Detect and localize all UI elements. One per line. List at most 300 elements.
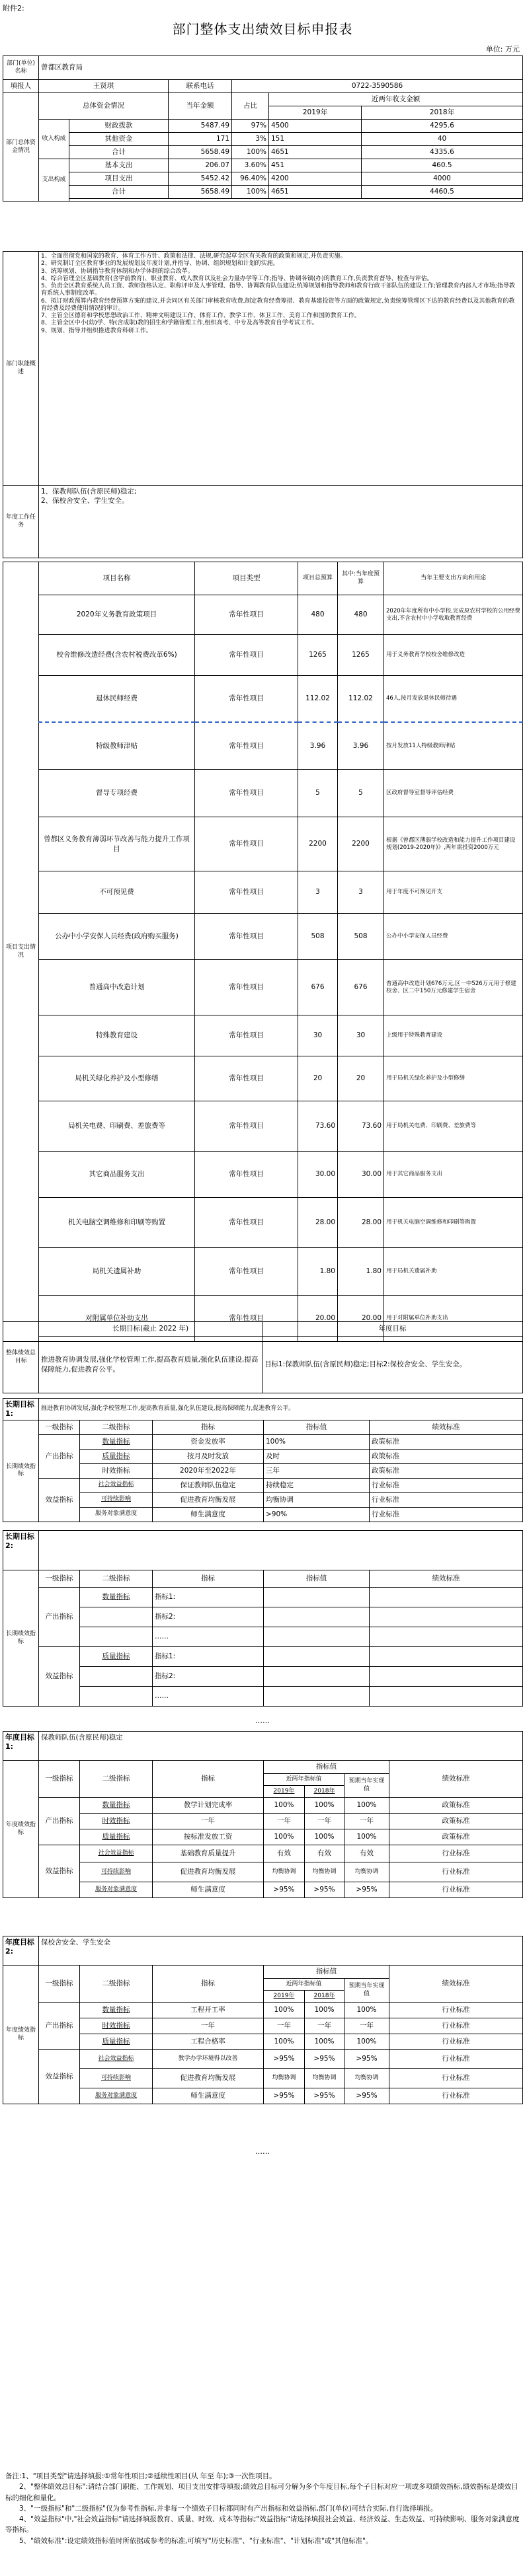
- project-type: 常年性项目: [195, 871, 298, 914]
- fund-row-current: 5452.42: [169, 172, 232, 186]
- recent-label: 近两年收支金额: [269, 93, 523, 106]
- projects-table: [3, 562, 523, 1342]
- project-name: 其它商品服务支出: [39, 1152, 195, 1198]
- project-total: 28.00: [298, 1198, 338, 1248]
- header-l2: 二级指标: [80, 1761, 153, 1798]
- fund-row-2019: 151: [269, 133, 362, 146]
- year-goal-label: 年度目标: [262, 1322, 523, 1337]
- project-header-type: 项目类型: [195, 562, 298, 595]
- duties-text: [39, 252, 523, 486]
- indicator-std: 行业标准: [370, 1507, 523, 1522]
- project-use: 2020年年度所有中小学校,完成原农村学校的公用经费支出,不含农村中小学收取教育经费: [384, 595, 523, 635]
- project-year: 28.00: [338, 1198, 384, 1248]
- project-use: 46人,按月发放退休民师待遇: [384, 676, 523, 722]
- duties-table: [3, 251, 523, 558]
- indicator-l2: 社会效益指标: [80, 1478, 153, 1492]
- header-l2: 二级指标: [80, 1570, 153, 1588]
- long-goal-text: 推进教育协调发展,强化学校管理工作,提高教育质量,强化队伍建设,提高保障能力,促进教育公平。: [39, 1337, 262, 1393]
- indicator-name: 促进教育均衡发展: [153, 1862, 264, 1882]
- indicator-std: 行业标准: [389, 1845, 523, 1862]
- fund-row-2018: 4460.5: [362, 186, 523, 199]
- project-use: 公办中小学安保人员经费: [384, 914, 523, 960]
- header-std: 绩效标准: [370, 1570, 523, 1588]
- project-year: 1.80: [338, 1248, 384, 1296]
- project-type: 常年性项目: [195, 722, 298, 770]
- indicator-2019: >95%: [264, 2088, 305, 2104]
- indicator-name: 保证教师队伍稳定: [153, 1478, 264, 1492]
- header-val: 指标值: [264, 1966, 389, 1979]
- indicator-2018: >95%: [305, 1882, 344, 1898]
- dept-value: 曾都区教育局: [39, 56, 523, 80]
- fund-row-name: 合计: [69, 146, 169, 159]
- indicator-current: 一年: [344, 2018, 389, 2034]
- indicator-std: 行业标准: [389, 2003, 523, 2018]
- indicator-l2: 可持续影响: [80, 2069, 153, 2088]
- project-year: 2200: [338, 817, 384, 871]
- val-sub-2018: 2018年: [305, 1991, 344, 2003]
- header-ind: 指标: [153, 1420, 264, 1434]
- year-goal-1-label: 年度目标1:: [3, 1732, 39, 1761]
- indicator-name: ……: [153, 1687, 264, 1707]
- project-header-total: 项目总预算: [298, 562, 338, 595]
- val-sub-2019: 2019年: [264, 1991, 305, 2003]
- indicator-l1: 产出指标: [39, 1434, 80, 1478]
- indicator-std: 行业标准: [389, 2050, 523, 2069]
- val-sub-recent: 近两年指标值: [264, 1979, 344, 1991]
- indicator-name: 指标1:: [153, 1647, 264, 1667]
- project-year: 676: [338, 960, 384, 1015]
- duty-line: 5、负责全区教育系统人员工资、教师资格认定、职称评审及人事管理、指导、协调教育队伍建设;统筹规划和指导教师和教育行政干部队伍的建设工作;管理教育内部人才市场;指导教育系统人事制度改革。: [41, 283, 515, 297]
- project-header-year: 其中:当年度预算: [338, 562, 384, 595]
- year-goal-1-table: [3, 1731, 523, 1898]
- indicator-2018: 均衡协调: [305, 2069, 344, 2088]
- indicator-l2: 数量指标: [80, 2003, 153, 2018]
- project-year: 508: [338, 914, 384, 960]
- indicator-current: 100%: [344, 2034, 389, 2050]
- project-total: 30: [298, 1015, 338, 1056]
- indicator-2019: 100%: [264, 1798, 305, 1814]
- project-type: 常年性项目: [195, 635, 298, 676]
- project-total: 112.02: [298, 676, 338, 722]
- indicator-2018: 100%: [305, 2034, 344, 2050]
- phone-label: 联系电话: [169, 80, 232, 93]
- duty-line: 1、全面贯彻党和国家的教育、体育工作方针、政策和法律、法规,研究起草全区有关教育的政策和规定,并负责实施。: [41, 253, 346, 260]
- indicator-std: 行业标准: [389, 2034, 523, 2050]
- dept-label: 部门(单位)名称: [3, 56, 39, 80]
- project-use: 按月发放11人特级教师津贴: [384, 722, 523, 770]
- indicator-std: 行业标准: [389, 1862, 523, 1882]
- header-l1: 一级指标: [39, 1420, 80, 1434]
- project-use: 根据《曾都区薄弱学校改造和能力提升工作项目建设规划(2019-2020年)》,两年需投资2000万元: [384, 817, 523, 871]
- indicator-std: 政策标准: [370, 1434, 523, 1449]
- note-line: 4、"效益指标"中,"社会效益指标"请选择填报教育、质量、时效、成本等指标;"效益指标"请选择填报社会效益、经济效益、生态效益、可持续影响、服务对象满意度等指标。: [5, 2515, 520, 2534]
- annual-task-line: 2、保校舍安全、学生安全。: [41, 497, 129, 505]
- project-total: 1.80: [298, 1248, 338, 1296]
- project-type: 常年性项目: [195, 1101, 298, 1152]
- fund-row-2019: 4651: [269, 186, 362, 199]
- fund-row-ratio: 3.60%: [232, 159, 269, 172]
- project-type: 常年性项目: [195, 914, 298, 960]
- indicator-name: 师生满意度: [153, 2088, 264, 2104]
- indicator-name: 2020年至2022年: [153, 1463, 264, 1478]
- long-goal-2-table: [3, 1530, 523, 1707]
- indicator-l2: 社会效益指标: [80, 2050, 153, 2069]
- indicator-l1: 产出指标: [39, 2003, 80, 2050]
- indicator-2019: 100%: [264, 2034, 305, 2050]
- project-name: 督导专项经费: [39, 770, 195, 817]
- fund-row-name: 基本支出: [69, 159, 169, 172]
- indicator-l2: 时效指标: [80, 1814, 153, 1829]
- attachment-label: 附件2:: [3, 4, 24, 13]
- indicator-name: 资金发放率: [153, 1434, 264, 1449]
- indicator-l1: 效益指标: [39, 1845, 80, 1898]
- indicator-l2: 服务对象满意度: [80, 1507, 153, 1522]
- indicator-l2: 服务对象满意度: [80, 2088, 153, 2104]
- indicator-name: ……: [153, 1627, 264, 1647]
- projects-label: 项目支出情况: [3, 562, 39, 1342]
- indicator-l2: 数量指标: [80, 1588, 153, 1607]
- duty-line: 9、规划、指导并组织推进教育科研工作。: [41, 327, 152, 334]
- indicator-std: 行业标准: [389, 2018, 523, 2034]
- expense-label: 支出构成: [39, 159, 69, 202]
- project-use: 上级用于特殊教育建设: [384, 1015, 523, 1056]
- fund-row-2018: 40: [362, 133, 523, 146]
- duties-label: 部门职能概述: [3, 252, 39, 486]
- long-goal-1-side: 长期绩效指标: [3, 1420, 39, 1522]
- project-total: 2200: [298, 817, 338, 871]
- header-l1: 一级指标: [39, 1761, 80, 1798]
- project-name: 特级教师津贴: [39, 722, 195, 770]
- project-total: 30.00: [298, 1152, 338, 1198]
- project-use: 普通高中改造计划676万元,区一中526万元用于修建校舍、区二中150万元修建学生宿舍: [384, 960, 523, 1015]
- project-year: 73.60: [338, 1101, 384, 1152]
- indicator-l2: 数量指标: [80, 1434, 153, 1449]
- long-goal-label: 长期目标(截止 2022 年): [39, 1322, 262, 1337]
- project-name: 局机关绿化养护及小型修缮: [39, 1056, 195, 1101]
- indicator-2018: >95%: [305, 2050, 344, 2069]
- long-goal-2-label: 长期目标2:: [3, 1531, 39, 1570]
- project-year: 30: [338, 1015, 384, 1056]
- indicator-std: 行业标准: [370, 1492, 523, 1507]
- header-std: 绩效标准: [389, 1761, 523, 1798]
- income-label: 收入构成: [39, 120, 69, 159]
- year-goal-2-text: 保校舍安全、学生安全: [39, 1936, 523, 1966]
- indicator-2019: 100%: [264, 1829, 305, 1845]
- fund-row-current: 5658.49: [169, 146, 232, 159]
- fund-row-ratio: 97%: [232, 120, 269, 133]
- fund-row-2019: 4200: [269, 172, 362, 186]
- val-sub-current: 预期当年实现值: [344, 1774, 389, 1798]
- indicator-l2: 质量指标: [80, 1449, 153, 1463]
- indicator-std: 行业标准: [389, 1882, 523, 1898]
- project-name: 退休民师经费: [39, 676, 195, 722]
- indicator-2019: >95%: [264, 2050, 305, 2069]
- long-goal-1-label: 长期目标1:: [3, 1399, 39, 1420]
- val-sub-recent: 近两年指标值: [264, 1774, 344, 1786]
- year-goal-text: 目标1:保教师队伍(含原民师)稳定;目标2:保校舍安全、学生安全。: [262, 1337, 523, 1393]
- year-2018-label: 2018年: [362, 106, 523, 120]
- year-goal-2-side: 年度绩效指标: [3, 1966, 39, 2104]
- project-total: 676: [298, 960, 338, 1015]
- header-l1: 一级指标: [39, 1570, 80, 1588]
- project-total: 508: [298, 914, 338, 960]
- project-name: 机关电脑空调维修和印刷等购置: [39, 1198, 195, 1248]
- indicator-name: 工程开工率: [153, 2003, 264, 2018]
- long-goal-1-text: 推进教育协调发展,强化学校管理工作,提高教育质量,强化队伍建设,提高保障能力,促进教育公平。: [39, 1399, 523, 1420]
- project-type: 常年性项目: [195, 1152, 298, 1198]
- indicator-name: 指标2:: [153, 1607, 264, 1627]
- phone-value: 0722-3590586: [232, 80, 523, 93]
- indicator-l2: 时效指标: [80, 1463, 153, 1478]
- indicator-2019: 一年: [264, 1814, 305, 1829]
- fund-row-current: 5658.49: [169, 186, 232, 199]
- note-line: 2、"整体绩效总目标":请结合部门职能、工作规划、项目支出安排等填报;绩效总目标可分解为多个年度目标,每个子目标对应一项或多项绩效指标,绩效指标是绩效目标的细化和量化。: [5, 2483, 518, 2502]
- year-goal-1-text: 保教师队伍(含原民师)稳定: [39, 1732, 523, 1761]
- indicator-l2: 时效指标: [80, 2018, 153, 2034]
- annual-tasks-text: [39, 486, 523, 558]
- project-use: 用于对附属单位补助支出: [384, 1296, 523, 1342]
- project-use: 用于其它商品服务支出: [384, 1152, 523, 1198]
- indicator-std: 政策标准: [370, 1463, 523, 1478]
- project-use: 用于义务教育学校校舍维修改造: [384, 635, 523, 676]
- indicator-std: 行业标准: [389, 2088, 523, 2104]
- project-total: 73.60: [298, 1101, 338, 1152]
- project-use: 用于年度不可预见开支: [384, 871, 523, 914]
- project-type: 常年性项目: [195, 1296, 298, 1342]
- project-name: 局机关电费、印刷费、差旅费等: [39, 1101, 195, 1152]
- funds-section-label: 部门总体资金情况: [3, 93, 39, 202]
- long-goal-ellipsis: ……: [255, 1716, 270, 1725]
- fund-row-name: 项目支出: [69, 172, 169, 186]
- project-type: 常年性项目: [195, 676, 298, 722]
- fund-row-2018: 4000: [362, 172, 523, 186]
- ratio-label: 占比: [232, 93, 269, 120]
- indicator-value: >90%: [264, 1507, 370, 1522]
- indicator-name: 指标2:: [153, 1667, 264, 1687]
- project-year: 112.02: [338, 676, 384, 722]
- indicator-2018: 一年: [305, 1814, 344, 1829]
- goals-label: 整体绩效总目标: [3, 1322, 39, 1393]
- header-ind: 指标: [153, 1761, 264, 1798]
- indicator-l1: 效益指标: [39, 2050, 80, 2104]
- indicator-l2: 数量指标: [80, 1798, 153, 1814]
- goals-table: [3, 1321, 523, 1393]
- indicator-std: 政策标准: [389, 1798, 523, 1814]
- project-year: 5: [338, 770, 384, 817]
- indicator-current: >95%: [344, 2088, 389, 2104]
- indicator-value: 三年: [264, 1463, 370, 1478]
- indicator-current: 均衡协调: [344, 2069, 389, 2088]
- project-total: 20: [298, 1056, 338, 1101]
- fund-row-current: 5487.49: [169, 120, 232, 133]
- project-year: 20.00: [338, 1296, 384, 1342]
- indicator-current: 100%: [344, 1798, 389, 1814]
- current-label: 当年金额: [169, 93, 232, 120]
- project-header-use: 当年主要支出方向和用途: [384, 562, 523, 595]
- filler-label: 填报人: [3, 80, 39, 93]
- fund-row-name: 合计: [69, 186, 169, 199]
- header-std: 绩效标准: [389, 1966, 523, 2003]
- indicator-value: 均衡协调: [264, 1492, 370, 1507]
- indicator-name: 按月及时发放: [153, 1449, 264, 1463]
- indicator-l2: 质量指标: [80, 1647, 153, 1667]
- project-year: 30.00: [338, 1152, 384, 1198]
- project-name: 公办中小学安保人员经费(政府购买服务): [39, 914, 195, 960]
- annual-task-line: 1、保教师队伍(含原民师)稳定;: [41, 488, 137, 496]
- project-total: 1265: [298, 635, 338, 676]
- project-name: 普通高中改造计划: [39, 960, 195, 1015]
- project-type: 常年性项目: [195, 1056, 298, 1101]
- funds-table: [3, 55, 523, 202]
- indicator-name: 指标1:: [153, 1588, 264, 1607]
- header-l2: 二级指标: [80, 1966, 153, 2003]
- fund-row-ratio: 96.40%: [232, 172, 269, 186]
- indicator-name: 师生满意度: [153, 1507, 264, 1522]
- header-ind: 指标: [153, 1966, 264, 2003]
- annual-tasks-label: 年度工作任务: [3, 486, 39, 558]
- header-l2: 二级指标: [80, 1420, 153, 1434]
- year-goal-2-table: [3, 1936, 523, 2104]
- project-use: 区政府督导室督导评估经费: [384, 770, 523, 817]
- indicator-value: 100%: [264, 1434, 370, 1449]
- indicator-name: 促进教育均衡发展: [153, 2069, 264, 2088]
- indicator-current: >95%: [344, 1882, 389, 1898]
- indicator-2019: >95%: [264, 1882, 305, 1898]
- indicator-l1: 产出指标: [39, 1798, 80, 1845]
- indicator-l1: 效益指标: [39, 1478, 80, 1522]
- indicator-2018: 有效: [305, 1845, 344, 1862]
- notes: [5, 2471, 520, 2546]
- indicator-current: 一年: [344, 1814, 389, 1829]
- indicator-current: 100%: [344, 1829, 389, 1845]
- indicator-name: 一年: [153, 2018, 264, 2034]
- project-type: 常年性项目: [195, 770, 298, 817]
- project-total: 3.96: [298, 722, 338, 770]
- indicator-l2: 可持续影响: [80, 1492, 153, 1507]
- project-type: 常年性项目: [195, 960, 298, 1015]
- indicator-std: 行业标准: [389, 2069, 523, 2088]
- fund-row-name: 其他资金: [69, 133, 169, 146]
- fund-row-current: 206.07: [169, 159, 232, 172]
- project-type: 常年性项目: [195, 1015, 298, 1056]
- project-use: 用于局机关遗属补助: [384, 1248, 523, 1296]
- long-goal-2-side: 长期绩效指标: [3, 1570, 39, 1707]
- header-ind: 指标: [153, 1570, 264, 1588]
- duty-line: 6、拟订财政预算内教育经费预算方案的建议,并会同区有关部门审核教育收费,制定教育经费筹措、教育基建投资等方面的政策规定,负责统筹管理区下达的教育经费以及其他教育的教育经费及经费使用情况的审计。: [41, 297, 515, 312]
- year-2019-label: 2019年: [269, 106, 362, 120]
- indicator-value: 持续稳定: [264, 1478, 370, 1492]
- duty-line: 7、主管全区德育和学校思想政治工作、精神文明建设工作、体育工作、教学工作、体卫工作、美育工作和国防教育工作。: [41, 313, 360, 319]
- fund-row-ratio: 100%: [232, 186, 269, 199]
- project-year: 480: [338, 595, 384, 635]
- project-total: 5: [298, 770, 338, 817]
- project-name: 特殊教育建设: [39, 1015, 195, 1056]
- indicator-l2: 质量指标: [80, 1829, 153, 1845]
- duty-line: 8、主管全区中小(幼)学、特(含成职)教的招生和学籍管理工作,组织高考、中专及高等教育自学考试工作。: [41, 320, 318, 327]
- project-name: 对附属单位补助支出: [39, 1296, 195, 1342]
- indicator-2018: 一年: [305, 2018, 344, 2034]
- val-sub-2019: 2019年: [264, 1786, 305, 1798]
- fund-row-2018: 460.5: [362, 159, 523, 172]
- project-name: 不可预见费: [39, 871, 195, 914]
- fund-row-2018: 4295.6: [362, 120, 523, 133]
- project-type: 常年性项目: [195, 1248, 298, 1296]
- fund-row-ratio: 3%: [232, 133, 269, 146]
- note-line: 5、"绩效标准":设定绩效指标值时所依据或参考的标准,可填写"历史标准"、"行业标准"、"计划标准"或"其他标准"。: [19, 2536, 373, 2545]
- fund-row-name: 财政拨款: [69, 120, 169, 133]
- year-goal-1-side: 年度绩效指标: [3, 1761, 39, 1898]
- project-total: 3: [298, 871, 338, 914]
- project-name: 2020年义务教育政策项目: [39, 595, 195, 635]
- header-std: 绩效标准: [370, 1420, 523, 1434]
- indicator-l2: 质量指标: [80, 2034, 153, 2050]
- fund-row-current: 171: [169, 133, 232, 146]
- indicator-current: 100%: [344, 2003, 389, 2018]
- note-line: 备注:1、"项目类型"请选择填报:①常年性项目;②延续性项目(从 年至 年);③一次性项目。: [5, 2472, 276, 2480]
- header-val: 指标值: [264, 1570, 370, 1588]
- project-header-name: 项目名称: [39, 562, 195, 595]
- page-title: 部门整体支出绩效目标申报表: [172, 21, 353, 37]
- indicator-name: 按标准发放工资: [153, 1829, 264, 1845]
- indicator-current: 均衡协调: [344, 1862, 389, 1882]
- fund-row-2019: 4500: [269, 120, 362, 133]
- header-val: 指标值: [264, 1420, 370, 1434]
- indicator-name: 教学办学环境得以改善: [153, 2050, 264, 2069]
- note-line: 3、"一级指标"和"二级指标"仅为参考性指标,并非每一个绩效子目标都同时有产出指标和效益指标,部门(单位)可结合实际,自行选择填报。: [19, 2504, 438, 2513]
- val-sub-2018: 2018年: [305, 1786, 344, 1798]
- fund-row-2018: 4335.6: [362, 146, 523, 159]
- project-name: 曾都区义务教育薄弱环节改善与能力提升工作项目: [39, 817, 195, 871]
- indicator-2019: 均衡协调: [264, 2069, 305, 2088]
- indicator-2018: 100%: [305, 1798, 344, 1814]
- year-goal-2-label: 年度目标2:: [3, 1936, 39, 1966]
- indicator-2018: 100%: [305, 2003, 344, 2018]
- indicator-2019: 100%: [264, 2003, 305, 2018]
- project-type: 常年性项目: [195, 595, 298, 635]
- project-year: 3.96: [338, 722, 384, 770]
- project-year: 20: [338, 1056, 384, 1101]
- indicator-2019: 一年: [264, 2018, 305, 2034]
- fund-row-2019: 451: [269, 159, 362, 172]
- project-use: 用于局机关绿化养护及小型修缮: [384, 1056, 523, 1101]
- unit-label: 单位: 万元: [485, 45, 520, 54]
- indicator-std: 政策标准: [370, 1449, 523, 1463]
- project-use: 用于局机关电费、印刷费、差旅费等: [384, 1101, 523, 1152]
- fund-row-2019: 4651: [269, 146, 362, 159]
- indicator-name: 促进教育均衡发展: [153, 1492, 264, 1507]
- filler-value: 王贤琪: [39, 80, 169, 93]
- header-l1: 一级指标: [39, 1966, 80, 2003]
- indicator-name: 工程合格率: [153, 2034, 264, 2050]
- header-val: 指标值: [264, 1761, 389, 1774]
- project-year: 3: [338, 871, 384, 914]
- year-goal-ellipsis: ……: [255, 2147, 270, 2156]
- indicator-name: 教学计划完成率: [153, 1798, 264, 1814]
- indicator-l2: 可持续影响: [80, 1862, 153, 1882]
- indicator-name: 师生满意度: [153, 1882, 264, 1898]
- indicator-current: 有效: [344, 1845, 389, 1862]
- project-total: 480: [298, 595, 338, 635]
- duty-line: 2、研究制订全区教育事业的发展规划及年度计划,并指导、协调、组织规划和计划的实施。: [41, 260, 279, 268]
- indicator-2018: 100%: [305, 1829, 344, 1845]
- project-name: 校舍维修改造经费(含农村税费改革6%): [39, 635, 195, 676]
- indicator-2018: >95%: [305, 2088, 344, 2104]
- indicator-name: 基础教育质量提升: [153, 1845, 264, 1862]
- indicator-2019: 均衡协调: [264, 1862, 305, 1882]
- val-sub-current: 预期当年实现值: [344, 1979, 389, 2003]
- project-type: 常年性项目: [195, 817, 298, 871]
- indicator-l1: 效益指标: [39, 1647, 80, 1707]
